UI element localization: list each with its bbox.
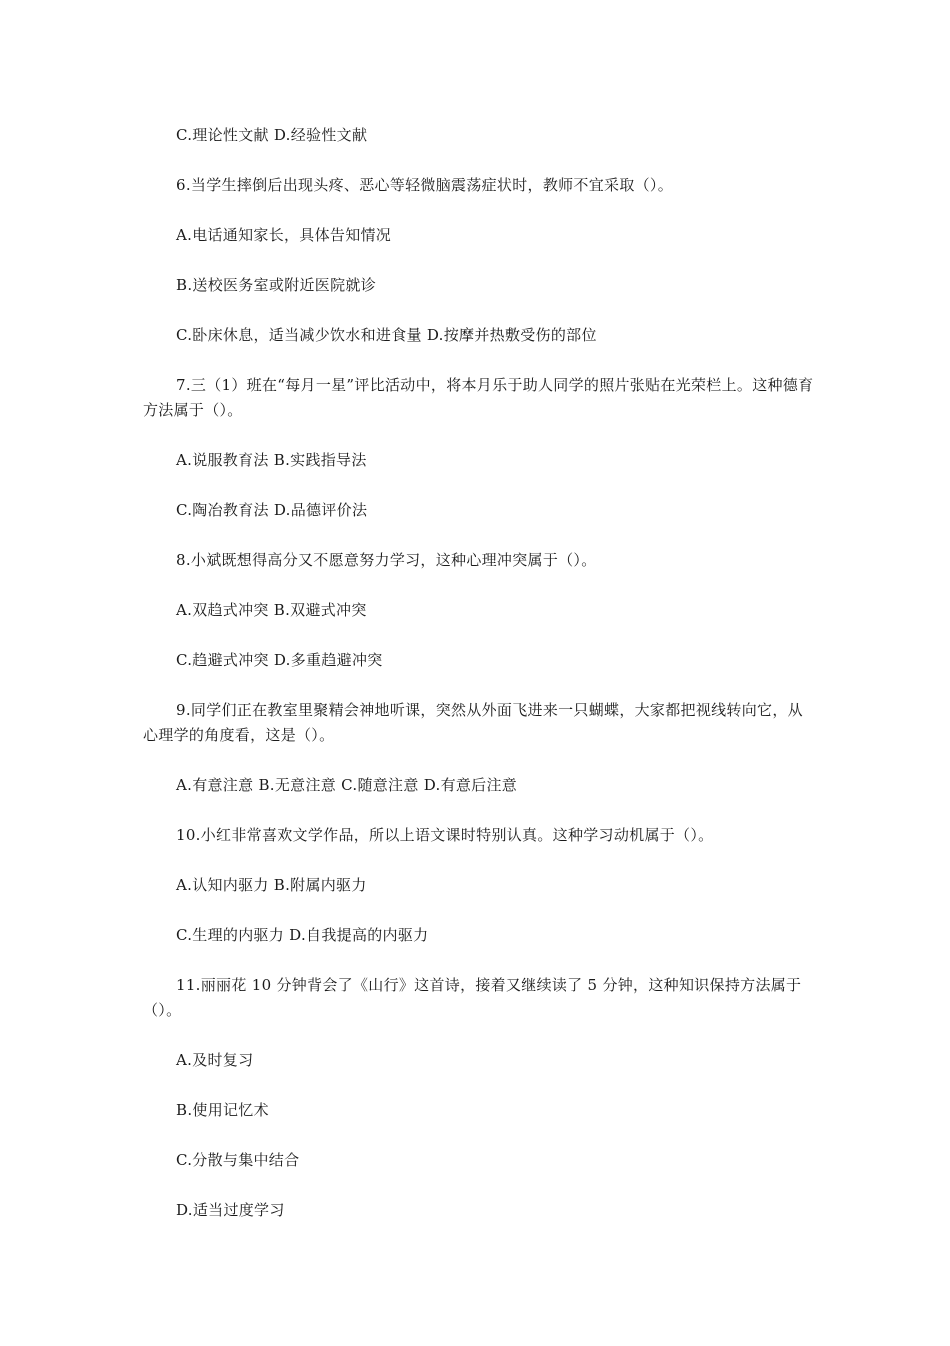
option-line-q5-cd: C.理论性文献 D.经验性文献 (176, 126, 368, 144)
question-6: 6.当学生摔倒后出现头疼、恶心等轻微脑震荡症状时，教师不宜采取（）。 (176, 176, 674, 194)
option-line-q9: A.有意注意 B.无意注意 C.随意注意 D.有意后注意 (176, 776, 518, 794)
option-line-q6-cd: C.卧床休息，适当减少饮水和进食量 D.按摩并热敷受伤的部位 (176, 326, 597, 344)
option-line-q11-b: B.使用记忆术 (176, 1101, 269, 1119)
option-line-q7-cd: C.陶冶教育法 D.品德评价法 (176, 501, 368, 519)
option-line-q10-cd: C.生理的内驱力 D.自我提高的内驱力 (176, 926, 429, 944)
option-line-q7-ab: A.说服教育法 B.实践指导法 (176, 451, 367, 469)
option-line-q6-a: A.电话通知家长，具体告知情况 (176, 226, 392, 244)
option-line-q10-ab: A.认知内驱力 B.附属内驱力 (176, 876, 367, 894)
option-line-q11-c: C.分散与集中结合 (176, 1151, 300, 1169)
question-7: 7.三（1）班在“每月一星”评比活动中，将本月乐于助人同学的照片张贴在光荣栏上。这种德育方法属于（）。 (143, 376, 814, 419)
question-10: 10.小红非常喜欢文学作品，所以上语文课时特别认真。这种学习动机属于（）。 (176, 826, 714, 844)
question-9: 9.同学们正在教室里聚精会神地听课，突然从外面飞进来一只蝴蝶，大家都把视线转向它，从心理学的角度看，这是（）。 (143, 701, 803, 744)
option-line-q8-cd: C.趋避式冲突 D.多重趋避冲突 (176, 651, 383, 669)
question-11: 11.丽丽花 10 分钟背会了《山行》这首诗，接着又继续读了 5 分钟，这种知识保持方法属于（）。 (143, 976, 802, 1019)
option-line-q11-d: D.适当过度学习 (176, 1201, 285, 1219)
option-line-q11-a: A.及时复习 (176, 1051, 254, 1069)
option-line-q8-ab: A.双趋式冲突 B.双避式冲突 (176, 601, 367, 619)
option-line-q6-b: B.送校医务室或附近医院就诊 (176, 276, 376, 294)
question-8: 8.小斌既想得高分又不愿意努力学习，这种心理冲突属于（）。 (176, 551, 597, 569)
